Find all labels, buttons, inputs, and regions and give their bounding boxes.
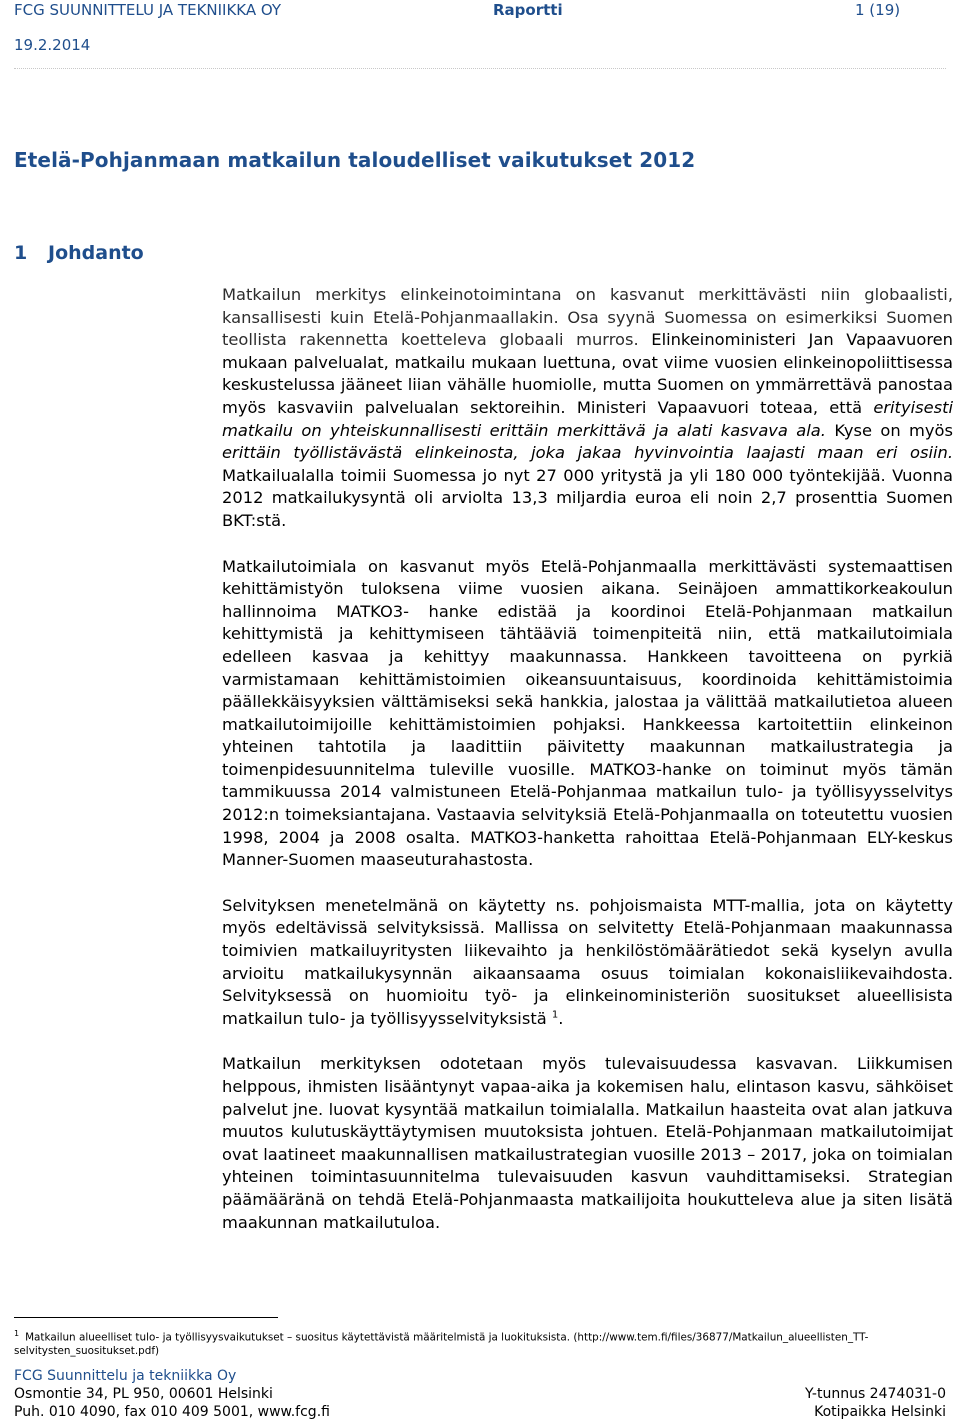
footnote-text: Matkailun alueelliset tulo- ja työllisyysvaikutukset – suositus käytettävistä määritelmistä ja luokituksista. (http://www.tem.fi/files/36877/Matkailun_alueellisten_TT-selvitysten_suositukset.pdf) [14, 1331, 869, 1358]
footer-address: Osmontie 34, PL 950, 00601 Helsinki [14, 1386, 273, 1402]
footnote-reference: 1 [551, 1009, 559, 1021]
footer-domicile: Kotipaikka Helsinki [814, 1404, 946, 1420]
paragraph-1-intro: Matkailun merkitys elinkeinotoimintana on kasvanut merkittävästi niin globaalisti, kansallisesti kuin Etelä-Pohjanmaallakin. Osa syynä Suomessa on esimerkiksi Suomen teollista rakennetta koetteleva globaali murros. [222, 285, 953, 350]
footnote-divider [14, 1317, 278, 1318]
section-number: 1 [14, 242, 28, 264]
paragraph-4: Matkailun merkityksen odotetaan myös tulevaisuudessa kasvavan. Liikkumisen helppous, ihmisten lisääntynyt vapaa-aika ja kokemisen halu, elintason kasvu, sähköiset palvelut jne. luovat kysyntää matkailun toimialalla. Matkailun haasteita ovat alan jatkuva muutos kulutuskäyttäytymisen muutoksista johtuen. Etelä-Pohjanmaan matkailutoimijat ovat laatineet maakunnallisen matkailustrategian vuosille 2013 – 2017, joka on toimialan yhteinen toimintasuunnitelma tulevaisuuden kasvun vauhdittamiseksi. Strategian päämääränä on tehdä Etelä-Pohjanmaasta matkailijoita houkutteleva alue ja siten lisätä maakunnan matkailutuloa. [222, 1054, 953, 1232]
footer-company: FCG Suunnittelu ja tekniikka Oy [14, 1368, 237, 1384]
body-text [222, 284, 953, 1257]
section-title: Johdanto [48, 242, 144, 264]
footer-business-id: Y-tunnus 2474031-0 [805, 1386, 946, 1402]
paragraph-1 [222, 284, 953, 533]
document-title: Etelä-Pohjanmaan matkailun taloudelliset vaikutukset 2012 [14, 148, 696, 172]
header-divider [14, 68, 946, 69]
footer-contact: Puh. 010 4090, fax 010 409 5001, www.fcg.fi [14, 1404, 330, 1420]
header-company: FCG SUUNNITTELU JA TEKNIIKKA OY [14, 1, 282, 19]
paragraph-2: Matkailutoimiala on kasvanut myös Etelä-Pohjanmaalla merkittävästi systemaattisen kehittämistyön tuloksena viime vuosien aikana. Seinäjoen ammattikorkeakoulun hallinnoima MATKO3- hanke edistää ja koordinoi Etelä-Pohjanmaan matkailun kehittymistä ja kehittymiseen tähtääviä toimenpiteitä niin, että matkailutoimiala edelleen kasvaa ja kehittyy maakunnassa. Hankkeen tavoitteena on pyrkiä varmistamaan kehittämistoimien oikeansuuntaisuus, koordinoida kehittämistoimia päällekkäisyyksien välttämiseksi sekä hankkia, jalostaa ja välittää matkailutietoa alueen matkailutoimijoille kehittämistoimien pohjaksi. Hankkeessa kartoitettiin elinkeinon yhteinen tahtotila ja laadittiin päivitetty maakunnan matkailustrategia ja toimenpidesuunnitelma tuleville vuosille. MATKO3-hanke on toiminut myös tämän tammikuussa 2014 valmistuneen Etelä-Pohjanmaa matkailun tulo- ja työllisyysselvitys 2012:n toimeksiantajana. Vastaavia selvityksiä Etelä-Pohjanmaalla on toteutettu vuosien 1998, 2004 ja 2008 osalta. MATKO3-hanketta rahoittaa Etelä-Pohjanmaan ELY-keskus Manner-Suomen maaseuturahastosta. [222, 556, 953, 870]
paragraph-1-quote-1: erityisesti matkailu on yhteiskunnallisesti erittäin merkittävä ja alati kasvava ala. [222, 397, 953, 440]
paragraph-1-quote-2: erittäin työllistävästä elinkeinosta, joka jakaa hyvinvointia laajasti maan eri osiin. [222, 443, 953, 463]
header-document-type: Raportti [493, 1, 563, 19]
paragraph-1-part-b: Elinkeinoministeri Jan Vapaavuoren mukaan palvelualat, matkailu mukaan luettuna, ovat viime vuosien elinkeinopoliittisessa keskustelussa jääneet liian vähälle huomiolle, mutta Suomen on ymmärrettävä panostaa myös kasvaviin palvelualan sektoreihin. Ministeri Vapaavuori toteaa, että [222, 330, 953, 417]
paragraph-3-end: . [558, 1008, 564, 1028]
paragraph-1-part-f: Matkailualalla toimii Suomessa jo nyt 27 000 yritystä ja yli 180 000 työntekijää. Vuonna 2012 matkailukysyntä oli arviolta 13,3 miljardia euroa eli noin 2,7 prosenttia Suomen BKT:stä. [222, 465, 953, 530]
footnote [14, 1327, 954, 1358]
section-heading [14, 242, 144, 264]
header-date: 19.2.2014 [14, 36, 91, 54]
footnote-number: 1 [14, 1329, 20, 1338]
paragraph-3 [222, 895, 953, 1031]
paragraph-1-part-d: Kyse on myös [825, 420, 953, 440]
header-page-number: 1 (19) [855, 1, 901, 19]
paragraph-3-text: Selvityksen menetelmänä on käytetty ns. pohjoismaista MTT-mallia, jota on käytetty myös edeltävissä selvityksissä. Mallissa on selvitetty Etelä-Pohjanmaan maakunnassa toimivien matkailuyritysten liikevaihto ja henkilöstömäärätiedot sekä kyselyn avulla arvioitu matkailukysynnän aikaansaama osuus toimialan kokonaisliikevaihdosta. Selvityksessä on huomioitu työ- ja elinkeinoministeriön suositukset alueellisista matkailun tulo- ja työllisyysselvityksistä [222, 895, 953, 1028]
